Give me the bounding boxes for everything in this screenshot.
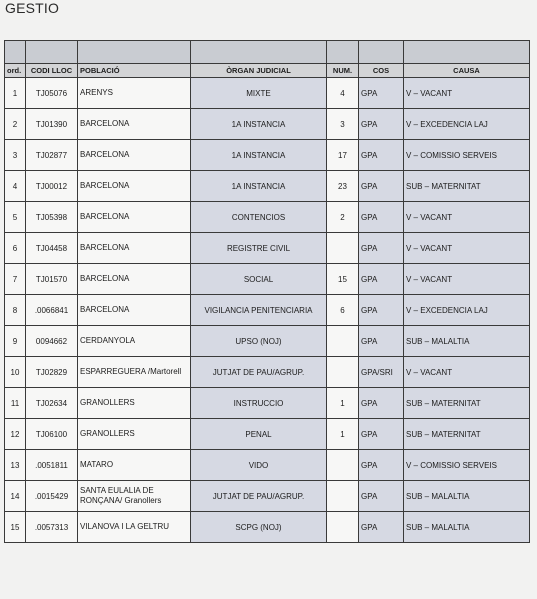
cell-causa: V – EXCEDENCIA LAJ	[404, 295, 530, 326]
cell-causa: V – VACANT	[404, 78, 530, 109]
cell-ord: 9	[5, 326, 26, 357]
cell-ord: 3	[5, 140, 26, 171]
cell-organ-judicial: 1A INSTANCIA	[191, 109, 327, 140]
cell-codi-lloc: .0015429	[26, 481, 78, 512]
cell-organ-judicial: SCPG (NOJ)	[191, 512, 327, 543]
cell-ord: 4	[5, 171, 26, 202]
cell-num: 1	[327, 388, 359, 419]
top-band-cell	[78, 41, 191, 64]
header-organ-judicial: ÒRGAN JUDICIAL	[191, 64, 327, 78]
cell-cos: GPA	[359, 481, 404, 512]
cell-causa: SUB – MALALTIA	[404, 481, 530, 512]
cell-organ-judicial: VIDO	[191, 450, 327, 481]
top-band-cell	[404, 41, 530, 64]
cell-poblacio: GRANOLLERS	[78, 388, 191, 419]
cell-codi-lloc: .0057313	[26, 512, 78, 543]
cell-num: 23	[327, 171, 359, 202]
cell-causa: SUB – MATERNITAT	[404, 171, 530, 202]
table-row	[5, 109, 530, 140]
table-row	[5, 140, 530, 171]
table-row	[5, 450, 530, 481]
cell-num: 4	[327, 78, 359, 109]
cell-causa: V – EXCEDENCIA LAJ	[404, 109, 530, 140]
cell-poblacio: ARENYS	[78, 78, 191, 109]
cell-num	[327, 450, 359, 481]
cell-causa: SUB – MALALTIA	[404, 326, 530, 357]
header-num: NUM.	[327, 64, 359, 78]
cell-organ-judicial: VIGILANCIA PENITENCIARIA	[191, 295, 327, 326]
cell-cos: GPA	[359, 388, 404, 419]
cell-poblacio: BARCELONA	[78, 140, 191, 171]
cell-cos: GPA	[359, 109, 404, 140]
header-ord: ord.	[5, 64, 26, 78]
header-poblacio: POBLACIÓ	[78, 64, 191, 78]
table-row	[5, 357, 530, 388]
cell-organ-judicial: PENAL	[191, 419, 327, 450]
cell-poblacio: BARCELONA	[78, 109, 191, 140]
cell-causa: V – VACANT	[404, 357, 530, 388]
cell-ord: 5	[5, 202, 26, 233]
cell-cos: GPA	[359, 326, 404, 357]
cell-cos: GPA	[359, 264, 404, 295]
cell-cos: GPA	[359, 171, 404, 202]
cell-poblacio: MATARO	[78, 450, 191, 481]
cell-poblacio: BARCELONA	[78, 264, 191, 295]
cell-organ-judicial: INSTRUCCIO	[191, 388, 327, 419]
cell-num	[327, 326, 359, 357]
cell-poblacio: CERDANYOLA	[78, 326, 191, 357]
cell-ord: 1	[5, 78, 26, 109]
cell-ord: 7	[5, 264, 26, 295]
cell-poblacio: SANTA EULALIA DE RONÇANA/ Granollers	[78, 481, 191, 512]
cell-organ-judicial: 1A INSTANCIA	[191, 140, 327, 171]
cell-causa: SUB – MATERNITAT	[404, 388, 530, 419]
table-row	[5, 326, 530, 357]
cell-num: 1	[327, 419, 359, 450]
table-row	[5, 419, 530, 450]
table-row	[5, 264, 530, 295]
cell-num	[327, 481, 359, 512]
cell-ord: 12	[5, 419, 26, 450]
cell-num: 15	[327, 264, 359, 295]
cell-ord: 13	[5, 450, 26, 481]
cell-cos: GPA	[359, 295, 404, 326]
cell-causa: V – VACANT	[404, 264, 530, 295]
cell-organ-judicial: MIXTE	[191, 78, 327, 109]
cell-cos: GPA	[359, 140, 404, 171]
cell-causa: V – COMISSIO SERVEIS	[404, 450, 530, 481]
table-row	[5, 512, 530, 543]
cell-codi-lloc: .0051811	[26, 450, 78, 481]
cell-codi-lloc: TJ02829	[26, 357, 78, 388]
cell-num: 2	[327, 202, 359, 233]
cell-ord: 10	[5, 357, 26, 388]
header-codi-lloc: CODI LLOC	[26, 64, 78, 78]
table-row	[5, 171, 530, 202]
cell-causa: V – COMISSIO SERVEIS	[404, 140, 530, 171]
cell-poblacio: BARCELONA	[78, 171, 191, 202]
cell-codi-lloc: TJ02634	[26, 388, 78, 419]
cell-cos: GPA/SRI	[359, 357, 404, 388]
cell-organ-judicial: REGISTRE CIVIL	[191, 233, 327, 264]
vacancy-table	[4, 40, 530, 543]
table-top-band	[5, 41, 530, 64]
cell-ord: 11	[5, 388, 26, 419]
table-row	[5, 233, 530, 264]
cell-codi-lloc: TJ02877	[26, 140, 78, 171]
top-band-cell	[359, 41, 404, 64]
cell-poblacio: BARCELONA	[78, 233, 191, 264]
cell-poblacio: BARCELONA	[78, 202, 191, 233]
vacancy-table-container	[4, 40, 529, 543]
table-row	[5, 388, 530, 419]
cell-codi-lloc: TJ01390	[26, 109, 78, 140]
cell-cos: GPA	[359, 78, 404, 109]
cell-poblacio: ESPARREGUERA /Martorell	[78, 357, 191, 388]
cell-poblacio: BARCELONA	[78, 295, 191, 326]
top-band-cell	[5, 41, 26, 64]
cell-num: 3	[327, 109, 359, 140]
cell-codi-lloc: TJ06100	[26, 419, 78, 450]
table-header-row	[5, 64, 530, 78]
cell-causa: V – VACANT	[404, 233, 530, 264]
cell-cos: GPA	[359, 419, 404, 450]
cell-organ-judicial: SOCIAL	[191, 264, 327, 295]
cell-ord: 8	[5, 295, 26, 326]
cell-codi-lloc: TJ01570	[26, 264, 78, 295]
cell-codi-lloc: 0094662	[26, 326, 78, 357]
cell-ord: 15	[5, 512, 26, 543]
cell-organ-judicial: 1A INSTANCIA	[191, 171, 327, 202]
cell-num	[327, 233, 359, 264]
cell-codi-lloc: TJ00012	[26, 171, 78, 202]
cell-organ-judicial: UPSO (NOJ)	[191, 326, 327, 357]
top-band-cell	[327, 41, 359, 64]
cell-ord: 6	[5, 233, 26, 264]
cell-num	[327, 357, 359, 388]
cell-organ-judicial: CONTENCIOS	[191, 202, 327, 233]
cell-codi-lloc: TJ04458	[26, 233, 78, 264]
cell-ord: 14	[5, 481, 26, 512]
cell-codi-lloc: .0066841	[26, 295, 78, 326]
table-row	[5, 295, 530, 326]
cell-cos: GPA	[359, 202, 404, 233]
cell-codi-lloc: TJ05398	[26, 202, 78, 233]
cell-poblacio: VILANOVA I LA GELTRU	[78, 512, 191, 543]
cell-num	[327, 512, 359, 543]
table-row	[5, 202, 530, 233]
cell-organ-judicial: JUTJAT DE PAU/AGRUP.	[191, 357, 327, 388]
cell-codi-lloc: TJ05076	[26, 78, 78, 109]
document-title: GESTIO	[5, 0, 60, 16]
cell-num: 17	[327, 140, 359, 171]
cell-cos: GPA	[359, 512, 404, 543]
cell-cos: GPA	[359, 233, 404, 264]
top-band-cell	[26, 41, 78, 64]
header-causa: CAUSA	[404, 64, 530, 78]
cell-causa: V – VACANT	[404, 202, 530, 233]
top-band-cell	[191, 41, 327, 64]
cell-causa: SUB – MATERNITAT	[404, 419, 530, 450]
cell-ord: 2	[5, 109, 26, 140]
cell-organ-judicial: JUTJAT DE PAU/AGRUP.	[191, 481, 327, 512]
cell-causa: SUB – MALALTIA	[404, 512, 530, 543]
table-row	[5, 481, 530, 512]
table-row	[5, 78, 530, 109]
cell-cos: GPA	[359, 450, 404, 481]
cell-poblacio: GRANOLLERS	[78, 419, 191, 450]
cell-num: 6	[327, 295, 359, 326]
header-cos: COS	[359, 64, 404, 78]
